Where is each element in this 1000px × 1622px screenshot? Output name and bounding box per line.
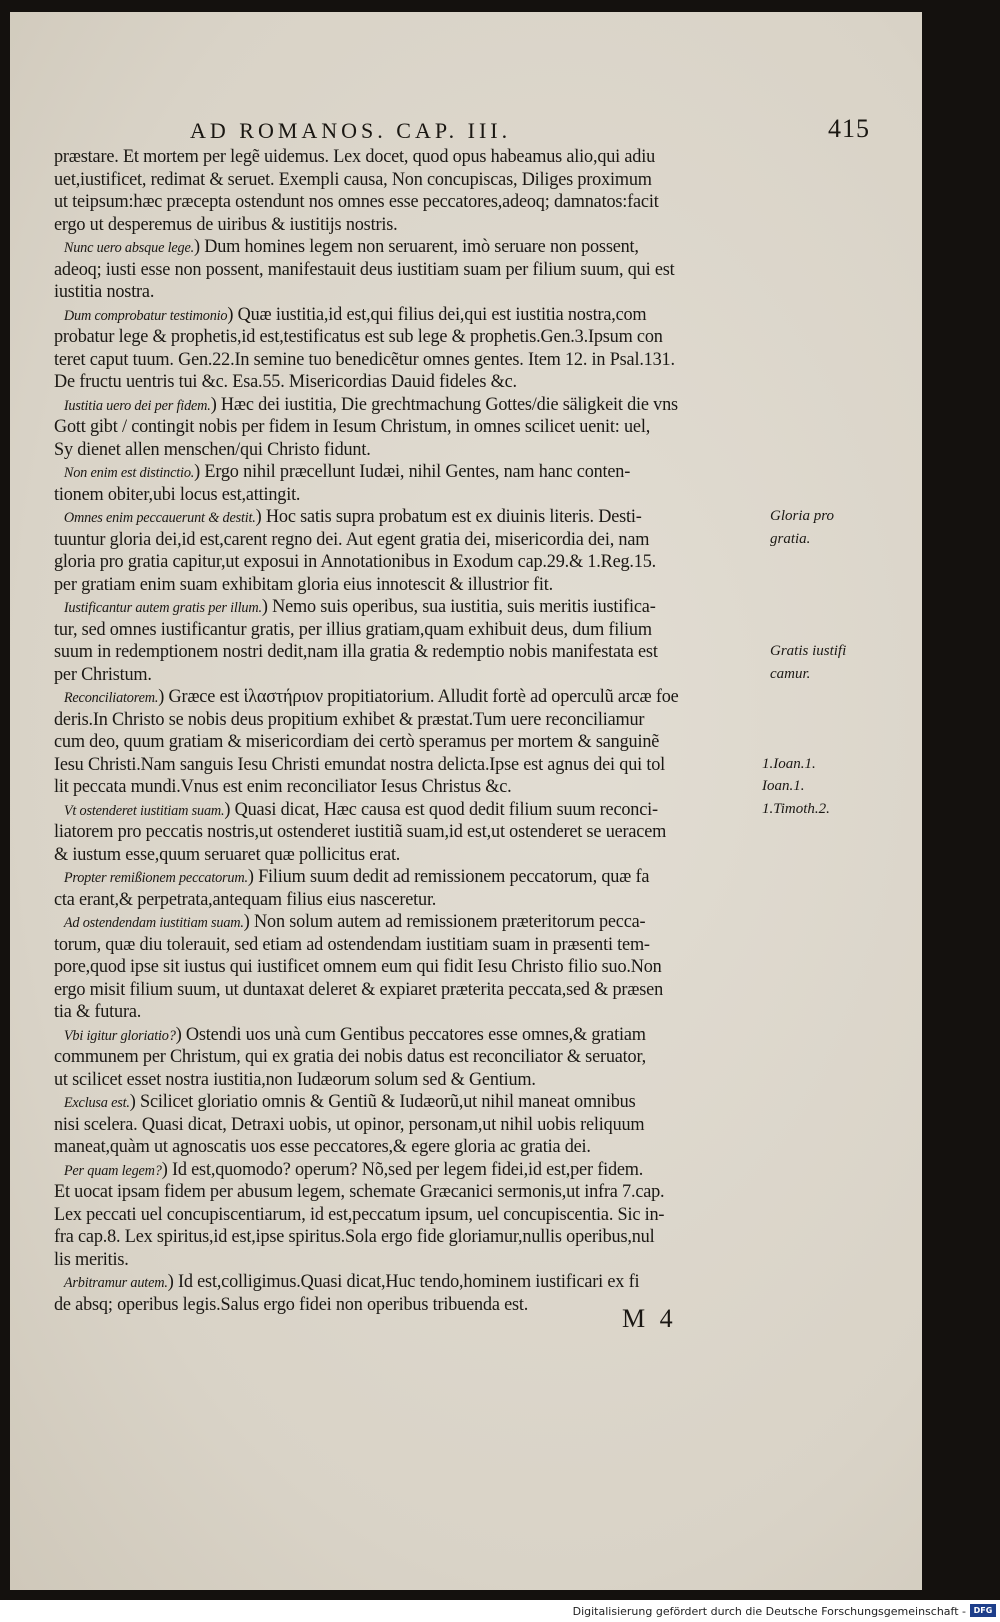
text-line xyxy=(54,1159,774,1182)
text-line xyxy=(54,956,774,979)
line-text: Lex peccati uel concupiscentiarum, id est,peccatum ipsum, uel concupiscentia. Sic in- xyxy=(54,1204,665,1225)
signature-mark: M 4 xyxy=(622,1304,677,1333)
lemma: Iustificantur autem gratis per illum. xyxy=(63,600,262,616)
line-text: ) Quasi dicat, Hæc causa est quod dedit filium suum reconci- xyxy=(224,799,658,820)
text-line xyxy=(54,236,774,259)
text-line xyxy=(54,934,774,957)
line-text: gloria pro gratia capitur,ut exposui in Annotationibus in Exodum cap.29.& 1.Reg.15. xyxy=(54,552,656,572)
line-text: cta erant,& perpetrata,antequam filius eius nasceretur. xyxy=(54,889,437,910)
text-line xyxy=(54,866,774,889)
text-line xyxy=(54,1226,774,1249)
line-text: tur, sed omnes iustificantur gratis, per illius gratiam,quam exhibuit deus, dum filium xyxy=(54,619,652,640)
marginal-note: Gloria pro xyxy=(770,508,835,524)
text-line xyxy=(54,146,774,169)
text-line xyxy=(54,641,774,664)
lemma: Dum comprobatur testimonio xyxy=(63,307,228,324)
line-text: probatur lege & prophetis,id est,testificatus est sub lege & prophetis.Gen.3.Ipsum con xyxy=(54,327,663,347)
line-text: de absq; operibus legis.Salus ergo fidei non operibus tribuenda est. xyxy=(54,1294,529,1315)
line-text: tuuntur gloria dei,id est,carent regno dei. Aut egent gratia dei, misericordia dei, nam xyxy=(54,529,650,550)
line-text: ) Nemo suis operibus, sua iustitia, suis meritis iustifica- xyxy=(261,597,656,617)
lemma: Per quam legem? xyxy=(63,1162,162,1179)
line-text: liatorem pro peccatis nostris,ut ostenderet iustitiã suam,id est,ut ostenderet se ueracem xyxy=(54,822,667,842)
text-line xyxy=(54,1136,774,1159)
marginal-note: 1.Timoth.2. xyxy=(762,800,830,817)
book-page xyxy=(10,12,922,1590)
text-line xyxy=(54,1249,774,1272)
line-text: fra cap.8. Lex spiritus,id est,ipse spiritus.Sola ergo fide gloriamur,nullis operibus,nul xyxy=(54,1227,655,1247)
text-line xyxy=(54,214,774,237)
text-line xyxy=(54,394,774,417)
text-line xyxy=(54,574,774,597)
text-line xyxy=(54,1114,774,1137)
line-text: suum in redemptionem nostri dedit,nam illa gratia & redemptio nobis manifestata est xyxy=(54,642,658,662)
line-text: pore,quod ipse sit iustus qui iustificet omnem eum qui fidit Iesu Christo filio suo.Non xyxy=(54,957,662,977)
line-text: ) Filium suum dedit ad remissionem peccatorum, quæ fa xyxy=(247,867,650,887)
lemma: Iustitia uero dei per fidem. xyxy=(63,397,211,414)
text-line xyxy=(54,1271,774,1294)
line-text: ut teipsum:hæc præcepta ostendunt nos omnes esse peccatores,adeoq; damnatos:facit xyxy=(54,192,659,212)
line-text: & iustum esse,quum seruaret quæ pollicitus erat. xyxy=(54,844,401,865)
line-text: cum deo, quum gratiam & misericordiam dei certò speramus per mortem & sanguinẽ xyxy=(54,732,660,752)
line-text: lit peccata mundi.Vnus est enim reconciliator Iesus Christus &c. xyxy=(54,777,512,797)
line-text: nisi scelera. Quasi dicat, Detraxi uobis, ut opinor, personam,ut nihil uobis reliquum xyxy=(54,1114,645,1135)
line-text: tionem obiter,ubi locus est,attingit. xyxy=(54,484,301,505)
line-text: uet,iustificet, redimat & seruet. Exempli causa, Non concupiscas, Diliges proximum xyxy=(54,169,652,190)
lemma: Omnes enim peccauerunt & destit. xyxy=(63,510,256,526)
line-text: ergo ut desperemus de uiribus & iustitijs nostris. xyxy=(54,214,398,235)
marginal-note: 1.Ioan.1. xyxy=(762,755,816,772)
text-line xyxy=(54,664,774,687)
text-line xyxy=(54,731,774,754)
lemma: Ad ostendendam iustitiam suam. xyxy=(63,915,244,931)
text-line xyxy=(54,619,774,642)
line-text: ) Ergo nihil præcellunt Iudæi, nihil Gentes, nam hanc conten- xyxy=(194,462,631,482)
running-title: AD ROMANOS. CAP. III. xyxy=(190,118,512,143)
text-line xyxy=(54,1091,774,1114)
line-text: maneat,quàm ut agnoscatis uos esse peccatores,& egere gloria ac gratia dei. xyxy=(54,1137,591,1157)
line-text: ) Quæ iustitia,id est,qui filius dei,qui est iustitia nostra,com xyxy=(227,304,647,325)
lemma: Arbitramur autem. xyxy=(63,1275,168,1291)
marginal-note: Gratis iustifi xyxy=(770,643,847,659)
text-line xyxy=(54,754,774,777)
text-line xyxy=(54,506,774,529)
text-line xyxy=(54,1181,774,1204)
lemma: Propter remißionem peccatorum. xyxy=(63,870,248,886)
line-text: ) Græce est ἱλαστήριον propitiatorium. Alludit fortè ad operculũ arcæ foe xyxy=(158,687,679,707)
marginal-note: Ioan.1. xyxy=(762,778,805,794)
line-text: ) Id est,quomodo? operum? Nõ,sed per legem fidei,id est,per fidem. xyxy=(161,1159,644,1180)
line-text: Sy dienet allen menschen/qui Christo fidunt. xyxy=(54,439,371,460)
text-line xyxy=(54,349,774,372)
text-line xyxy=(54,551,774,574)
lemma: Reconciliatorem. xyxy=(63,690,159,706)
line-text: teret caput tuum. Gen.22.In semine tuo benedicẽtur omnes gentes. Item 12. in Psal.131. xyxy=(54,349,675,370)
line-text: Et uocat ipsam fidem per abusum legem, schemate Græcanici sermonis,ut infra 7.cap. xyxy=(54,1182,665,1202)
digitization-footer xyxy=(0,1600,1000,1622)
text-line xyxy=(54,776,774,799)
text-line xyxy=(54,889,774,912)
text-line xyxy=(54,596,774,619)
commentary-text xyxy=(54,146,784,1316)
line-text: torum, quæ diu tolerauit, sed etiam ad ostendendam iustitiam suam in præsenti tem- xyxy=(54,934,650,955)
funding-credit: Digitalisierung gefördert durch die Deutsche Forschungsgemeinschaft - xyxy=(572,1605,966,1618)
line-text: ) Dum homines legem non seruarent, imò seruare non possent, xyxy=(193,237,639,257)
line-text: iustitia nostra. xyxy=(54,282,155,302)
text-line xyxy=(54,911,774,934)
line-text: ut scilicet esset nostra iustitia,non Iudæorum solum sed & Gentium. xyxy=(54,1069,536,1090)
line-text: per Christum. xyxy=(54,664,152,685)
marginal-note: camur. xyxy=(770,665,811,682)
text-line xyxy=(54,979,774,1002)
line-text: ) Hæc dei iustitia, Die grechtmachung Gottes/die säligkeit die vns xyxy=(210,394,678,415)
line-text: communem per Christum, qui ex gratia dei nobis datus est reconciliator & seruator, xyxy=(54,1047,647,1067)
lemma: Vbi igitur gloriatio? xyxy=(63,1027,176,1044)
lemma: Nunc uero absque lege. xyxy=(63,240,194,256)
line-text: ) Ostendi uos unà cum Gentibus peccatores esse omnes,& gratiam xyxy=(175,1024,646,1045)
line-text: per gratiam enim suam exhibitam gloria eius innotescit & illustrior fit. xyxy=(54,574,553,595)
text-line xyxy=(54,709,774,732)
text-line xyxy=(54,799,774,822)
text-line xyxy=(54,371,774,394)
text-line xyxy=(54,1046,774,1069)
line-text: ) Scilicet gloriatio omnis & Gentiũ & Iudæorũ,ut nihil maneat omnibus xyxy=(129,1092,636,1112)
text-line xyxy=(54,326,774,349)
lemma: Non enim est distinctio. xyxy=(63,465,195,481)
line-text: ) Hoc satis supra probatum est ex diuinis literis. Desti- xyxy=(255,507,642,527)
text-line xyxy=(54,821,774,844)
text-line xyxy=(54,686,774,709)
line-text: adeoq; iusti esse non possent, manifestauit deus iustitiam suam per filium suum, qui est xyxy=(54,259,675,280)
line-text: ) Id est,colligimus.Quasi dicat,Huc tendo,hominem iustificari ex fi xyxy=(167,1272,640,1292)
text-line xyxy=(54,281,774,304)
line-text: deris.In Christo se nobis deus propitium exhibet & præstat.Tum uere reconciliamur xyxy=(54,709,645,730)
text-line xyxy=(54,1001,774,1024)
line-text: ergo misit filium suum, ut duntaxat deleret & expiaret præterita peccata,sed & præsen xyxy=(54,979,664,1000)
text-line xyxy=(54,844,774,867)
line-text: præstare. Et mortem per legẽ uidemus. Lex docet, quod opus habeamus alio,qui adiu xyxy=(54,147,656,167)
text-line xyxy=(54,1204,774,1227)
text-line xyxy=(54,304,774,327)
text-line xyxy=(54,529,774,552)
marginal-note: gratia. xyxy=(770,530,811,547)
lemma: Vt ostenderet iustitiam suam. xyxy=(63,802,225,819)
lemma: Exclusa est. xyxy=(63,1095,130,1111)
text-line xyxy=(54,416,774,439)
line-text: lis meritis. xyxy=(54,1249,129,1270)
line-text: tia & futura. xyxy=(54,1002,142,1022)
text-line xyxy=(54,259,774,282)
text-line xyxy=(54,461,774,484)
line-text: Gott gibt / contingit nobis per fidem in Iesum Christum, in omnes scilicet uenit: uel, xyxy=(54,417,651,437)
text-line xyxy=(54,439,774,462)
line-text: De fructu uentris tui &c. Esa.55. Misericordias Dauid fideles &c. xyxy=(54,372,517,392)
line-text: Iesu Christi.Nam sanguis Iesu Christi emundat nostra delicta.Ipse est agnus dei qui tol xyxy=(54,754,666,775)
text-line xyxy=(54,169,774,192)
text-line xyxy=(54,1069,774,1092)
dfg-logo: DFG xyxy=(970,1604,996,1617)
text-line xyxy=(54,1024,774,1047)
running-header xyxy=(190,112,870,146)
text-line xyxy=(54,484,774,507)
text-line xyxy=(54,191,774,214)
page-number: 415 xyxy=(828,114,870,143)
line-text: ) Non solum autem ad remissionem præteritorum pecca- xyxy=(243,912,646,932)
